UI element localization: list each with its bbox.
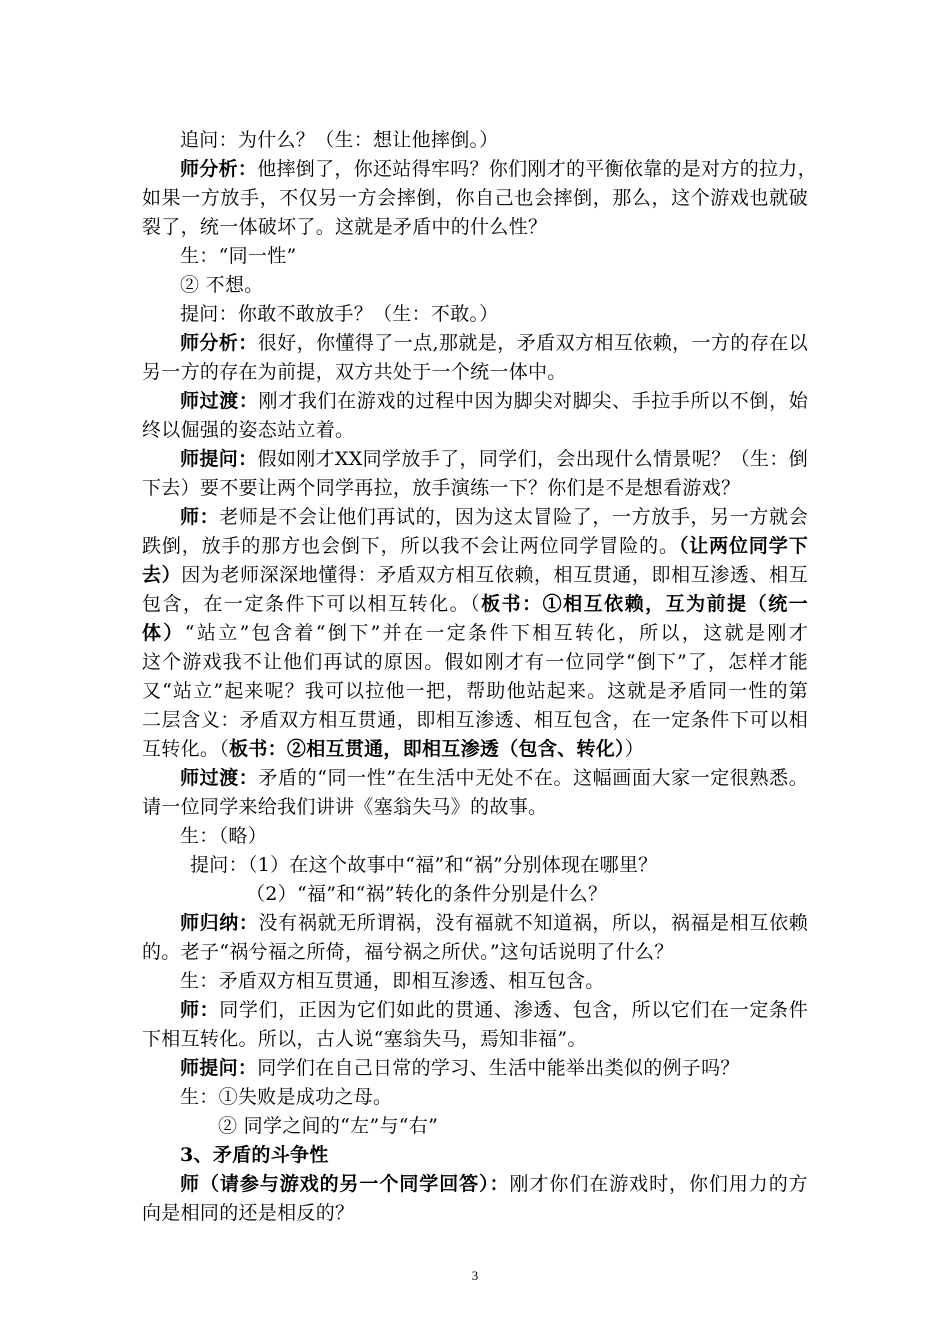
paragraph-line: 包含，在一定条件下可以相互转化。（板书：①相互依赖，互为前提（统一 (142, 593, 808, 615)
paragraph-line: 如果一方放手，不仅另一方会摔倒，你自己也会摔倒，那么，这个游戏也就破 (142, 187, 808, 209)
paragraph-line: 生：①失败是成功之母。 (180, 1086, 393, 1108)
paragraph-line: 又“站立”起来呢？我可以拉他一把，帮助他站起来。这就是矛盾同一性的第 (142, 680, 808, 702)
paragraph-line: 师：同学们，正因为它们如此的贯通、渗透、包含，所以它们在一定条件 (180, 999, 808, 1021)
paragraph-line: 师归纳：没有祸就无所谓祸，没有福就不知道祸，所以，祸福是相互依赖 (180, 912, 808, 934)
paragraph-line: ② 同学之间的“左”与“右” (218, 1115, 439, 1137)
paragraph-line: 的。老子“祸兮福之所倚，福兮祸之所伏。”这句话说明了什么？ (142, 941, 674, 963)
page-number: 3 (471, 1268, 479, 1283)
paragraph-line: 提问：你敢不敢放手？（生：不敢。） (180, 303, 499, 325)
section-heading: 3、矛盾的斗争性 (180, 1144, 329, 1166)
paragraph-line: 跌倒，放手的那方也会倒下，所以我不会让两位同学冒险的。（让两位同学下 (142, 535, 808, 557)
paragraph-line: 生：矛盾双方相互贯通，即相互渗透、相互包含。 (180, 970, 605, 992)
paragraph-line: ② 不想。 (180, 274, 264, 296)
paragraph-line: 这个游戏我不让他们再试的原因。假如刚才有一位同学“倒下”了，怎样才能 (142, 651, 808, 673)
paragraph-line: （2）“福”和“祸”转化的条件分别是什么？ (246, 883, 608, 905)
paragraph-line: 请一位同学来给我们讲讲《塞翁失马》的故事。 (142, 796, 548, 818)
paragraph-line: 师分析：很好，你懂得了一点,那就是，矛盾双方相互依赖，一方的存在以 (180, 332, 809, 354)
paragraph-line: 提问：（1）在这个故事中“福”和“祸”分别体现在哪里？ (190, 854, 658, 876)
paragraph-line: 生：（略） (180, 825, 268, 847)
paragraph-line: 师（请参与游戏的另一个同学回答）：刚才你们在游戏时，你们用力的方 (180, 1173, 808, 1195)
paragraph-line: 师提问：假如刚才XX同学放手了，同学们，会出现什么情景呢？（生：倒 (180, 448, 808, 470)
paragraph-line: 生：“同一性” (180, 245, 297, 267)
paragraph-line: 追问：为什么？（生：想让他摔倒。） (180, 129, 499, 151)
paragraph-line: 师过渡：矛盾的“同一性”在生活中无处不在。这幅画面大家一定很熟悉。 (180, 767, 808, 789)
paragraph-line: 师分析：他摔倒了，你还站得牢吗？你们刚才的平衡依靠的是对方的拉力， (180, 158, 817, 180)
paragraph-line: 向是相同的还是相反的？ (142, 1202, 355, 1224)
paragraph-line: 裂了，统一体破坏了。这就是矛盾中的什么性？ (142, 216, 548, 238)
paragraph-line: 去）因为老师深深地懂得：矛盾双方相互依赖，相互贯通，即相互渗透、相互 (142, 564, 808, 586)
paragraph-line: 师过渡：刚才我们在游戏的过程中因为脚尖对脚尖、手拉手所以不倒，始 (180, 390, 808, 412)
paragraph-line: 师：老师是不会让他们再试的，因为这太冒险了，一方放手，另一方就会 (180, 506, 808, 528)
paragraph-line: 互转化。（板书：②相互贯通，即相互渗透（包含、转化）） (142, 738, 645, 760)
paragraph-line: 下去）要不要让两个同学再拉，放手演练一下？你们是不是想看游戏？ (142, 477, 741, 499)
paragraph-line: 另一方的存在为前提，双方共处于一个统一体中。 (142, 361, 567, 383)
paragraph-line: 二层含义：矛盾双方相互贯通，即相互渗透、相互包含，在一定条件下可以相 (142, 709, 808, 731)
document-body (142, 126, 817, 1228)
paragraph-line: 体）“站立”包含着“倒下”并在一定条件下相互转化，所以，这就是刚才 (142, 622, 808, 644)
paragraph-line: 下相互转化。所以，古人说“塞翁失马，焉知非福”。 (142, 1028, 587, 1050)
paragraph-line: 终以倔强的姿态站立着。 (142, 419, 355, 441)
paragraph-line: 师提问：同学们在自己日常的学习、生活中能举出类似的例子吗？ (180, 1057, 740, 1079)
